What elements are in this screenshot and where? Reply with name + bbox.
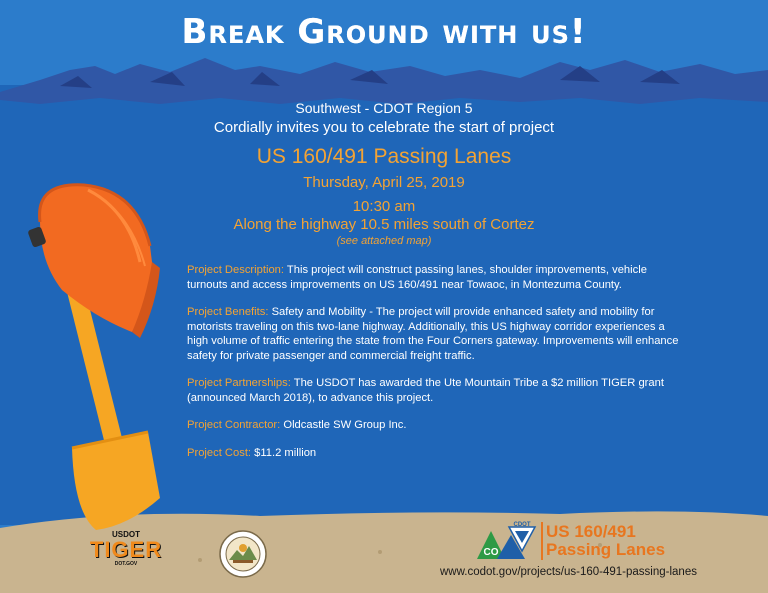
cdot-co-letters: CO	[483, 547, 499, 558]
section-label: Project Contractor:	[187, 419, 281, 431]
project-url[interactable]: www.codot.gov/projects/us-160-491-passing-lanes	[440, 566, 697, 578]
project-name: US 160/491 Passing Lanes	[256, 145, 512, 168]
event-date: Thursday, April 25, 2019	[303, 174, 465, 191]
section-label: Project Benefits:	[187, 306, 269, 318]
cdot-title-line2: Passing Lanes	[546, 540, 666, 559]
usdot-tiger-logo	[84, 530, 168, 574]
host-organization: Southwest - CDOT Region 5	[295, 100, 473, 116]
section-text: Safety and Mobility - The project will provide enhanced safety and mobility for motorists traveling on this two-lane highway. Additionally, this US highway corridor experiences a high volume of traffic entering the state from the Four Corners gateway. Improvements will enhance safety for private passenger and commercial freight traffic.	[187, 306, 679, 362]
project-partnerships	[187, 376, 687, 405]
project-contractor	[187, 418, 687, 433]
tiger-logo-word: TIGER	[89, 537, 163, 562]
project-details	[187, 263, 687, 473]
cdot-title-line1: US 160/491	[546, 522, 636, 541]
section-label: Project Cost:	[187, 446, 252, 459]
section-text: $11.2 million	[251, 446, 317, 459]
project-benefits	[187, 305, 687, 363]
section-text: Oldcastle SW Group Inc.	[280, 419, 407, 431]
project-cost	[187, 446, 687, 461]
project-description	[187, 263, 687, 292]
headline: Break Ground with us!	[181, 12, 587, 52]
cdot-project-title	[546, 523, 665, 559]
map-note: (see attached map)	[336, 235, 432, 247]
tiger-logo-bottom: DOT.GOV	[114, 561, 138, 567]
cdot-divider	[541, 522, 543, 560]
tiger-logo-top: USDOT	[112, 530, 140, 539]
section-label: Project Partnerships:	[187, 377, 291, 389]
cdot-logo-icon	[475, 521, 537, 561]
section-label: Project Description:	[187, 264, 284, 276]
event-time: 10:30 am	[352, 198, 416, 215]
invitation-text: Cordially invites you to celebrate the start of project	[213, 119, 555, 136]
section-text: This project will construct passing lanes, shoulder improvements, vehicle turnouts and access improvements on US 160/491 near Towaoc, in Montezuma County.	[187, 264, 647, 291]
tribal-seal-icon	[219, 530, 267, 578]
cdot-badge-text: CDOT	[513, 522, 531, 528]
section-text: The USDOT has awarded the Ute Mountain Tribe a $2 million TIGER grant (announced March 2018), to advance this project.	[187, 377, 664, 404]
event-location: Along the highway 10.5 miles south of Cortez	[233, 216, 535, 233]
